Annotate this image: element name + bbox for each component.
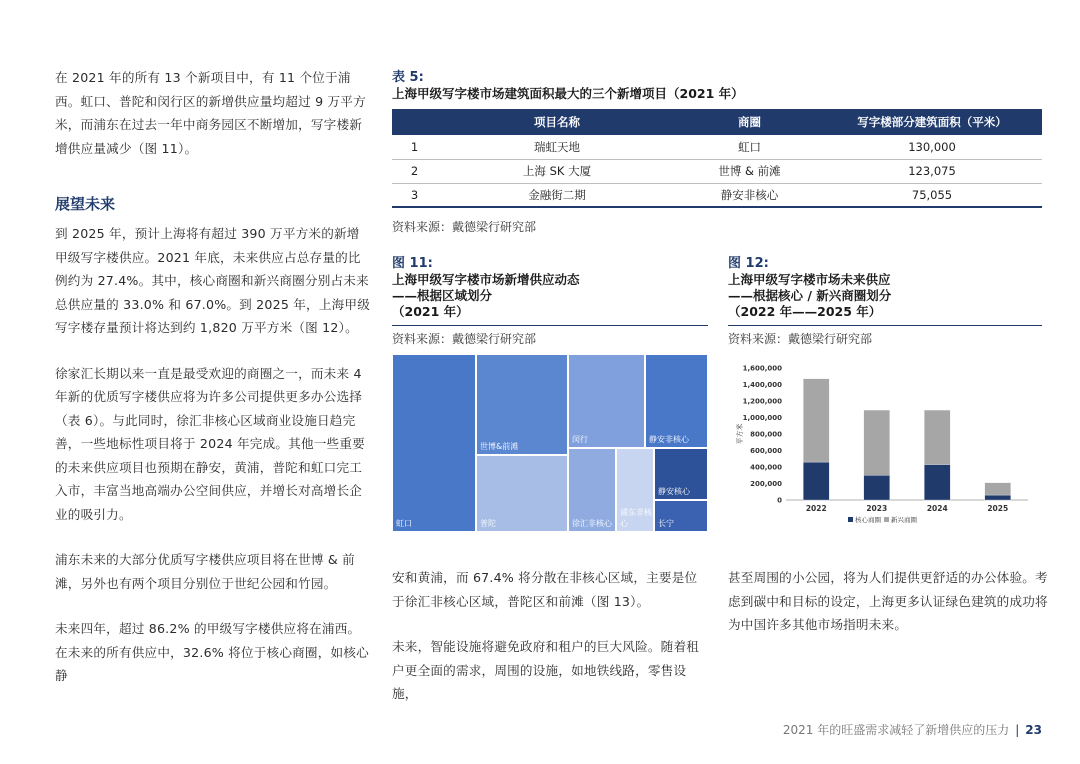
figure-11-rule [392, 325, 708, 326]
table-cell: 123,075 [822, 159, 1042, 183]
y-tick-label: 1,400,000 [742, 381, 782, 389]
table-5-source: 资料来源：戴德梁行研究部 [392, 220, 537, 234]
paragraph-noncore-share: 安和黄浦，而 67.4% 将分散在非核心区域，主要是位于徐汇非核心区域，普陀区和前滩（图 13）。 [392, 570, 698, 609]
x-tick-label: 2023 [866, 504, 888, 513]
figure-12-subtitle: ——根据核心 / 新兴商圈划分 [728, 288, 892, 303]
treemap-cell-jingan-core [654, 448, 708, 500]
table-cell: 世博 & 前滩 [677, 159, 822, 183]
table-cell: 静安非核心 [677, 183, 822, 207]
treemap-cell-pudong-noncore [616, 448, 654, 532]
y-tick-label: 800,000 [750, 430, 782, 439]
treemap-cell-changning [654, 500, 708, 532]
treemap-cell-jingan-noncore [645, 354, 708, 448]
table-cell: 2 [392, 159, 437, 183]
treemap-label: 闵行 [572, 435, 588, 444]
table-cell: 瑞虹天地 [437, 135, 677, 159]
table-header-area: 写字楼部分建筑面积（平米） [822, 109, 1042, 135]
table-row [392, 135, 1042, 159]
figure-12-title: 上海甲级写字楼市场未来供应 [728, 272, 891, 287]
bar-segment [864, 410, 890, 475]
bar-segment [803, 379, 829, 462]
treemap-label: 浦东非核心 [620, 508, 652, 528]
y-axis-label: 平方米 [736, 423, 744, 445]
paragraph-xujiahui: 徐家汇长期以来一直是最受欢迎的商圈之一，而未来 4 年新的优质写字楼供应将为许多公司提供更多办公选择（表 6）。与此同时，徐汇非核心区域商业设施日趋完善，一些地标性项目将于 2024 年完成。其他一些重要的未来供应项目也预期在静安，黄浦，普陀和虹口完工入市，丰富当地高端办公空间供应，并增长对高增长企业的吸引力。 [55, 365, 365, 522]
bar-segment [985, 483, 1011, 495]
treemap-cell-minhang [568, 354, 645, 448]
table-row [392, 183, 1042, 207]
figure-11-header [392, 256, 708, 347]
y-tick-label: 1,200,000 [742, 397, 782, 406]
paragraph-puxi-share: 未来四年，超过 86.2% 的甲级写字楼供应将在浦西。在未来的所有供应中，32.6% 将位于核心商圈，如核心静 [55, 621, 369, 683]
y-tick-label: 1,600,000 [742, 364, 782, 373]
figure-12-label: 图 12: [728, 256, 769, 271]
y-tick-label: 600,000 [750, 447, 782, 455]
y-tick-label: 1,000,000 [742, 414, 782, 422]
table-cell: 130,000 [822, 135, 1042, 159]
table-cell: 金融街二期 [437, 183, 677, 207]
bar-segment [985, 495, 1011, 500]
page-number: 23 [1025, 723, 1042, 737]
treemap-label: 虹口 [396, 519, 412, 528]
figure-11-subtitle: ——根据区域划分 [392, 288, 493, 303]
table-cell: 75,055 [822, 183, 1042, 207]
table-row [392, 159, 1042, 183]
treemap-label: 长宁 [658, 519, 674, 528]
table-cell: 1 [392, 135, 437, 159]
table-header-project: 项目名称 [437, 109, 677, 135]
bar-segment [803, 462, 829, 500]
legend-swatch [884, 517, 889, 522]
bar-segment [924, 465, 950, 500]
table-cell: 虹口 [677, 135, 822, 159]
legend-swatch [848, 517, 853, 522]
figure-11-year: （2021 年） [392, 304, 469, 319]
treemap-cell-putuo [476, 455, 568, 532]
figure-12-chart [728, 360, 1042, 532]
table-header-index [392, 109, 437, 135]
figure-12-years: （2022 年——2025 年） [728, 304, 882, 319]
x-tick-label: 2024 [926, 504, 948, 513]
figure-12-rule [728, 325, 1042, 326]
footer-separator: | [1015, 723, 1020, 737]
right-column [728, 566, 1048, 659]
table-5-label: 表 5: [392, 70, 424, 85]
x-tick-label: 2025 [987, 504, 1009, 513]
y-tick-label: 200,000 [750, 480, 782, 488]
figure-12-source: 资料来源：戴德梁行研究部 [728, 332, 873, 346]
paragraph-smart-facilities: 未来，智能设施将避免政府和租户的巨大风险。随着租户更全面的需求，周围的设施，如地铁线路，零售设施， [392, 639, 700, 701]
treemap-label: 静安非核心 [649, 435, 689, 444]
table-header-row [392, 109, 1042, 135]
figure-11-label: 图 11: [392, 256, 433, 271]
figure-11-source: 资料来源：戴德梁行研究部 [392, 332, 537, 346]
figure-11-treemap [392, 354, 708, 532]
treemap-label: 普陀 [480, 519, 496, 528]
legend-label: 新兴商圈 [891, 516, 917, 524]
figure-12-header [728, 256, 1042, 347]
treemap-label: 静安核心 [658, 487, 690, 496]
table-5-title: 上海甲级写字楼市场建筑面积最大的三个新增项目（2021 年） [392, 86, 744, 101]
treemap-cell-hongkou [392, 354, 476, 532]
bar-segment [924, 410, 950, 464]
paragraph-green-building: 甚至周围的小公园，将为人们提供更舒适的办公体验。考虑到碳中和目标的设定，上海更多认证绿色建筑的成功将为中国许多其他市场指明未来。 [728, 570, 1048, 632]
figure-11-title: 上海甲级写字楼市场新增供应动态 [392, 272, 580, 287]
paragraph-pudong: 浦东未来的大部分优质写字楼供应项目将在世博 & 前滩，另外也有两个项目分别位于世纪公园和竹园。 [55, 552, 355, 591]
y-tick-label: 0 [777, 496, 782, 505]
footer-text: 2021 年的旺盛需求减轻了新增供应的压力 [782, 723, 1010, 737]
bar-segment [864, 475, 890, 500]
legend-label: 核心商圈 [855, 516, 881, 524]
paragraph-future-supply: 到 2025 年，预计上海将有超过 390 万平方米的新增甲级写字楼供应。2021 年底，未来供应占总存量的比例约为 27.4%。其中，核心商圈和新兴商圈分别占未来总供应量的 33.0% 和 67.0%。到 2025 年，上海甲级写字楼存量预计将达到约 1,820 万平方米（图 12）。 [55, 226, 370, 335]
paragraph-new-projects: 在 2021 年的所有 13 个新项目中，有 11 个位于浦西。虹口、普陀和闵行区的新增供应量均超过 9 万平方米，而浦东在过去一年中商务园区不断增加，写字楼新增供应量减少（图 11）。 [55, 70, 366, 156]
table-header-district: 商圈 [677, 109, 822, 135]
table-5-block [392, 70, 1042, 235]
heading-outlook: 展望未来 [55, 195, 116, 213]
x-tick-label: 2022 [805, 504, 827, 513]
table-cell: 3 [392, 183, 437, 207]
treemap-label: 世博&前滩 [480, 442, 519, 451]
treemap-cell-expo [476, 354, 568, 455]
page-footer [783, 721, 1042, 738]
table-cell: 上海 SK 大厦 [437, 159, 677, 183]
middle-column [392, 566, 710, 728]
treemap-cell-xuhui-noncore [568, 448, 616, 532]
left-column [55, 66, 370, 710]
table-5 [392, 109, 1042, 208]
y-tick-label: 400,000 [750, 463, 782, 472]
treemap-label: 徐汇非核心 [572, 519, 612, 528]
